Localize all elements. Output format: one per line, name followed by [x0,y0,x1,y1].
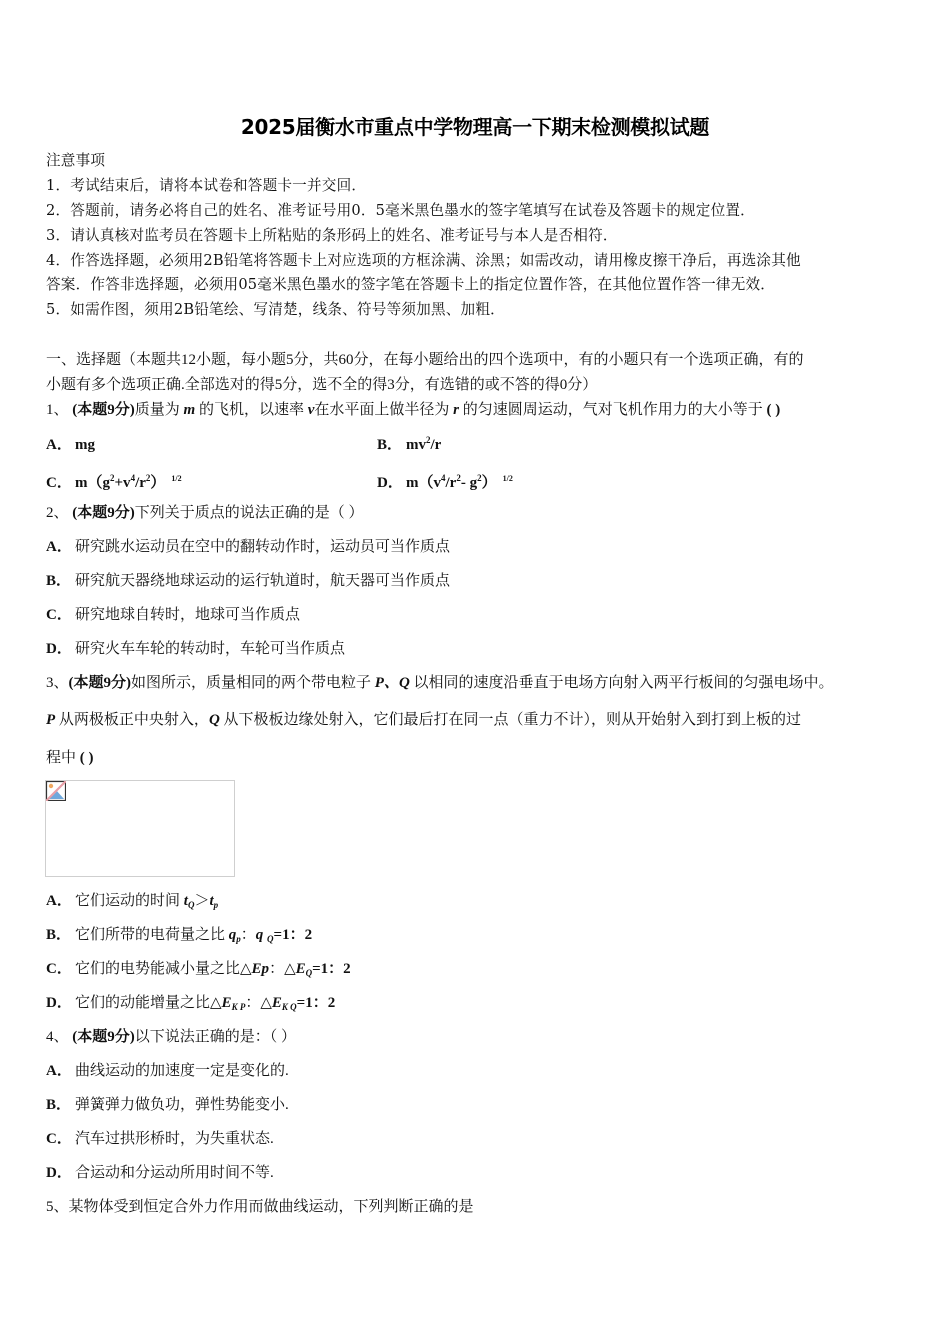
superscript: 2 [456,473,461,483]
notice-item-5: 5．如需作图，须用2B铅笔绘、写清楚，线条、符号等须加黑、加粗． [46,301,505,318]
question-3-option-c [46,959,351,979]
var-e: E [295,961,306,977]
score-tag: (本题9分) [72,505,135,521]
superscript: 4 [441,473,446,483]
option-text: 研究跳水运动员在空中的翻转动作时，运动员可当作质点 [75,539,451,555]
option-letter: C． [46,961,72,977]
power-exponent: 1/2 [171,474,182,483]
stem-text: 下列关于质点的说法正确的是（ ） [134,505,364,521]
question-3-option-d [46,993,335,1013]
superscript: 2 [110,473,115,483]
operator: ： [240,927,256,943]
superscript: 2 [426,435,431,445]
var-e: E [221,995,232,1011]
operator: ：△ [245,995,272,1011]
question-2-stem [46,503,364,523]
stem-text: 以下说法正确的是：（ ） [134,1029,297,1045]
ratio: =1：2 [296,995,336,1011]
var-q: q [255,927,264,943]
option-text: 研究航天器绕地球运动的运行轨道时，航天器可当作质点 [75,573,451,589]
stem-text: 如图所示，质量相同的两个带电粒子 [131,675,372,691]
option-text: 它们的动能增量之比△ [75,995,222,1011]
question-1-option-a [46,435,95,455]
score-tag: (本题9分) [72,1029,135,1045]
var-t: t [209,893,214,909]
option-text: 研究地球自转时，地球可当作质点 [75,607,301,623]
option-letter: B． [377,437,403,453]
var-t: t [183,893,188,909]
var-ep: Ep [251,961,270,977]
question-number: 1、 [46,402,69,418]
stem-text: 以相同的速度沿垂直于电场方向射入两平行板间的匀强电场中。 [413,675,834,691]
subscript: K Q [281,1002,297,1012]
question-4-option-b [46,1095,289,1115]
section-heading-line1: 一、选择题（本题共12小题，每小题5分，共60分，在每小题给出的四个选项中，有的小题只有一个选项正确，有的 [46,352,804,368]
notice-item-4-cont: 答案．作答非选择题，必须用05毫米黑色墨水的签字笔在答题卡上的指定位置作答，在其他位置作答一律无效． [46,276,776,293]
question-4-option-d [46,1163,274,1183]
question-number: 4、 [46,1029,69,1045]
option-letter: B． [46,1097,72,1113]
question-number: 5、 [46,1199,69,1215]
question-3-stem-line2 [46,710,801,730]
stem-text: 在水平面上做半径为 [314,402,450,418]
stem-text: 质量为 [134,402,180,418]
notice-item-1: 1．考试结束后，请将本试卷和答题卡一并交回． [46,177,367,194]
option-text: 弹簧弹力做负功，弹性势能变小. [75,1097,289,1113]
option-text: 它们运动的时间 [75,893,181,909]
option-text: 它们的电势能减小量之比△ [75,961,252,977]
question-1-stem [46,400,780,420]
option-letter: A． [46,539,72,555]
subscript: Q [187,900,195,910]
option-letter: D． [46,641,72,657]
question-2-option-c [46,605,300,625]
option-text: 汽车过拱形桥时，为失重状态. [75,1131,274,1147]
option-text: 它们所带的电荷量之比 [75,927,226,943]
option-letter: A． [46,437,72,453]
power-exponent: 1/2 [502,474,513,483]
stem-text: 从下极板边缘处射入，它们最后打在同一点（重力不计），则从开始射入到打到上板的过 [223,712,802,728]
answer-blank: ( ) [79,750,94,766]
subscript: Q [305,968,313,978]
option-text: mg [75,437,95,453]
question-number: 2、 [46,505,69,521]
var-q: Q [208,712,220,728]
option-text: ） [150,475,166,491]
question-2-option-a [46,537,450,557]
subscript: K P [231,1002,246,1012]
notice-heading: 注意事项 [46,152,106,169]
option-letter: C． [46,475,72,491]
section-heading-line2: 小题有多个选项正确.全部选对的得5分，选不全的得3分，有选错的或不答的得0分） [46,377,598,393]
option-text: m（g [75,475,110,491]
answer-blank: ( ) [766,402,781,418]
question-3-option-a [46,891,218,911]
stem-text: 的匀速圆周运动，气对飞机作用力的大小等于 [462,402,763,418]
subscript: p [236,934,241,944]
score-tag: (本题9分) [68,675,132,691]
option-text: +v [114,475,131,491]
question-1-option-b [377,435,441,455]
option-text: /r [135,475,146,491]
question-4-option-c [46,1129,274,1149]
option-letter: C． [46,1131,72,1147]
stem-text: 程中 [46,750,77,766]
var-e: E [271,995,282,1011]
question-5-stem [46,1197,474,1217]
option-letter: B． [46,573,72,589]
superscript: 4 [130,473,136,483]
question-2-option-b [46,571,450,591]
superscript: 2 [145,473,151,483]
question-3-figure [45,780,235,877]
var-m: m [183,402,196,418]
ratio: =1：2 [312,961,351,977]
superscript: 2 [477,473,482,483]
notice-item-2: 2．答题前，请务必将自己的姓名、准考证号用0．5毫米黑色墨水的签字笔填写在试卷及答题卡的规定位置． [46,202,755,219]
option-text: /r [430,437,442,453]
option-letter: A． [46,893,72,909]
var-pq: P、Q [374,675,410,691]
ratio: =1：2 [273,927,313,943]
broken-image-icon [46,781,66,801]
option-letter: A． [46,1063,72,1079]
subscript: p [213,900,219,910]
var-q: q [228,927,237,943]
option-text: /r [445,475,457,491]
operator: ：△ [269,961,296,977]
question-2-option-d [46,639,345,659]
option-letter: D． [46,995,72,1011]
subscript: Q [267,934,274,944]
option-letter: D． [46,1165,72,1181]
var-v: v [307,402,315,418]
notice-item-3: 3．请认真核对监考员在答题卡上所粘贴的条形码上的姓名、准考证号与本人是否相符． [46,227,618,244]
question-number: 3、 [46,675,69,691]
option-text: 曲线运动的加速度一定是变化的. [75,1063,289,1079]
stem-text: 从两极板正中央射入， [58,712,209,728]
option-letter: B． [46,927,72,943]
option-letter: C． [46,607,72,623]
option-text: 研究火车车轮的转动时，车轮可当作质点 [75,641,346,657]
question-4-stem [46,1027,296,1047]
var-p: P [46,712,56,728]
option-letter: D． [377,475,403,491]
operator: ＞ [194,893,210,909]
option-text: m（v [406,475,441,491]
option-text: mv [406,437,426,453]
stem-text: 的飞机，以速率 [198,402,304,418]
option-text: - g [460,475,478,491]
question-4-option-a [46,1061,289,1081]
question-3-stem-line1 [46,673,834,693]
stem-text: 某物体受到恒定合外力作用而做曲线运动，下列判断正确的是 [68,1199,474,1215]
score-tag: (本题9分) [72,402,135,418]
question-3-option-b [46,925,312,945]
question-1-option-d [377,469,513,493]
document-title: 2025届衡水市重点中学物理高一下期末检测模拟试题 [240,115,710,139]
var-r: r [453,402,459,418]
option-text: ） [481,475,497,491]
question-3-stem-line3 [46,748,94,768]
option-text: 合运动和分运动所用时间不等. [75,1165,274,1181]
question-1-option-c [46,469,182,493]
notice-item-4: 4．作答选择题，必须用2B铅笔将答题卡上对应选项的方框涂满、涂黑；如需改动，请用橡皮擦干净后，再选涂其他 [46,252,801,269]
